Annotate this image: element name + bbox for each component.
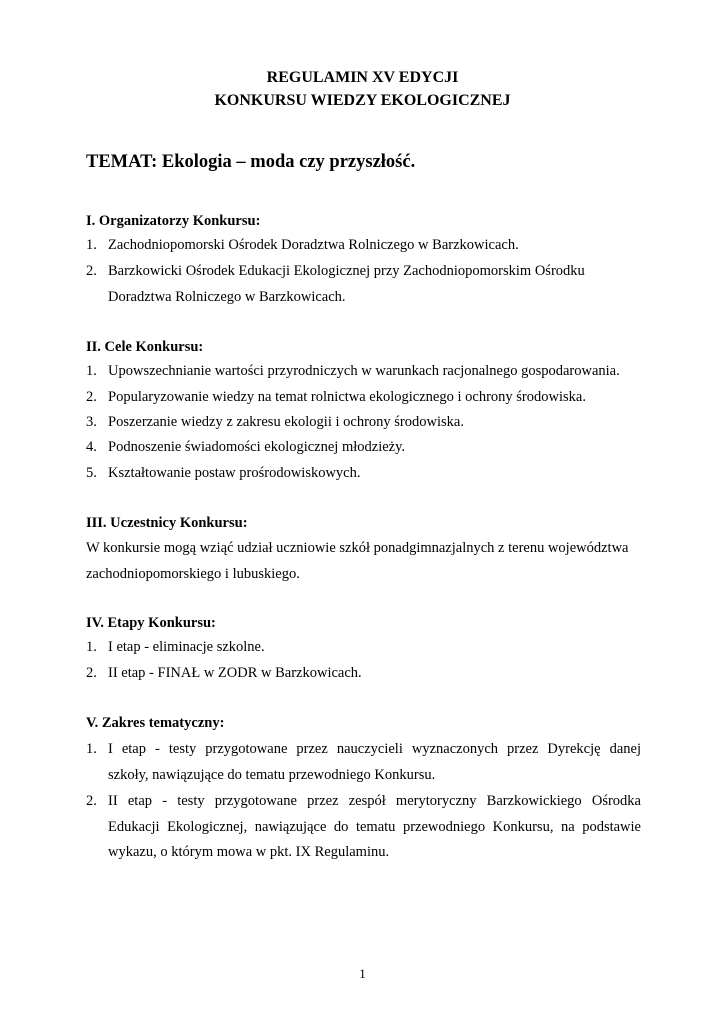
list-number: 2. [86,793,97,809]
paragraph-line: zachodniopomorskiego i lubuskiego. [86,566,300,582]
document-topic: TEMAT: Ekologia – moda czy przyszłość. [86,152,416,172]
list-text: Edukacji Ekologicznej, nawiązujące do tematu przewodniego Konkursu, na podstawie [108,819,641,835]
section-heading-goals: II. Cele Konkursu: [86,339,204,355]
list-number: 3. [86,414,97,430]
list-number: 1. [86,639,97,655]
list-text: wykazu, o którym mowa w pkt. IX Regulaminu. [108,844,390,860]
list-number: 1. [86,363,97,379]
list-text: Poszerzanie wiedzy z zakresu ekologii i ochrony środowiska. [108,414,464,430]
list-text: I etap - eliminacje szkolne. [108,639,265,655]
list-number: 2. [86,389,97,405]
list-text: II etap - testy przygotowane przez zespół merytoryczny Barzkowickiego Ośrodka [108,793,641,809]
list-number: 2. [86,263,97,279]
document-title-line-1: REGULAMIN XV EDYCJI [266,69,459,86]
list-text: Podnoszenie świadomości ekologicznej młodzieży. [108,439,406,455]
list-text: Barzkowicki Ośrodek Edukacji Ekologicznej przy Zachodniopomorskim Ośrodku [108,263,585,279]
list-text: szkoły, nawiązujące do tematu przewodniego Konkursu. [108,767,436,783]
document-title-line-2: KONKURSU WIEDZY EKOLOGICZNEJ [214,92,511,109]
list-number: 1. [86,741,97,757]
list-number: 1. [86,237,97,253]
list-number: 2. [86,665,97,681]
list-text: Doradztwa Rolniczego w Barzkowicach. [108,289,346,305]
list-text: II etap - FINAŁ w ZODR w Barzkowicach. [108,665,362,681]
section-heading-stages: IV. Etapy Konkursu: [86,615,216,631]
list-text: Upowszechnianie wartości przyrodniczych w warunkach racjonalnego gospodarowania. [108,363,620,379]
section-heading-participants: III. Uczestnicy Konkursu: [86,515,248,531]
list-text: Kształtowanie postaw prośrodowiskowych. [108,465,361,481]
list-text: Popularyzowanie wiedzy na temat rolnictwa ekologicznego i ochrony środowiska. [108,389,586,405]
section-heading-organizers: I. Organizatorzy Konkursu: [86,213,261,229]
page-number: 1 [359,966,366,981]
paragraph-line: W konkursie mogą wziąć udział uczniowie szkół ponadgimnazjalnych z terenu województwa [86,540,629,556]
list-text: I etap - testy przygotowane przez nauczycieli wyznaczonych przez Dyrekcję danej [108,741,641,757]
list-number: 5. [86,465,97,481]
section-heading-scope: V. Zakres tematyczny: [86,715,225,731]
list-number: 4. [86,439,97,455]
list-text: Zachodniopomorski Ośrodek Doradztwa Rolniczego w Barzkowicach. [108,237,519,253]
